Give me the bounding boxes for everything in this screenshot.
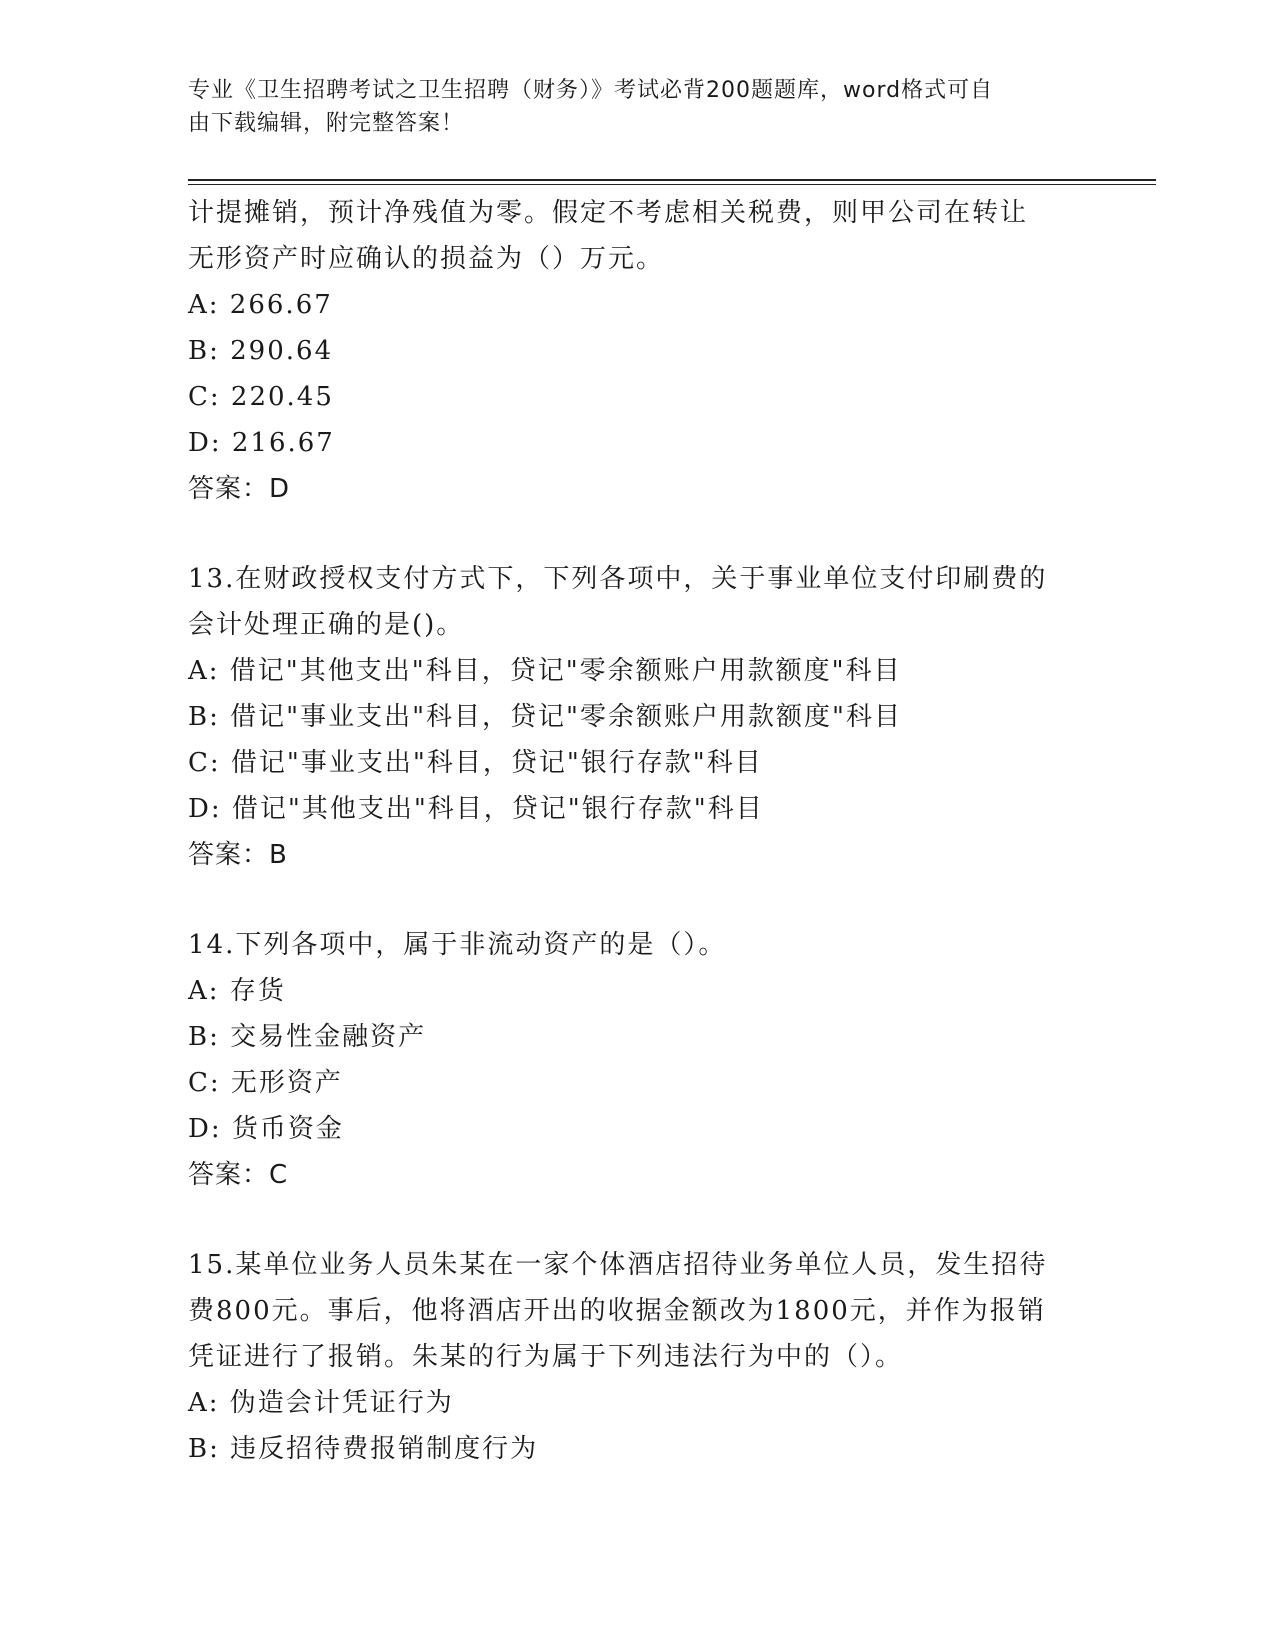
option-c: C: 220.45 (188, 382, 334, 412)
question-text: 计提摊销，预计净残值为零。假定不考虑相关税费，则甲公司在转让 (188, 198, 1029, 228)
answer: 答案：B (188, 840, 288, 870)
option-b: B: 290.64 (188, 336, 334, 366)
header-line: 由下载编辑，附完整答案！ (188, 111, 465, 136)
option-d: D: 货币资金 (188, 1114, 344, 1144)
option-c: C: 借记"事业支出"科目，贷记"银行存款"科目 (188, 748, 763, 778)
question-text: 15.某单位业务人员朱某在一家个体酒店招待业务单位人员，发生招待 (188, 1250, 1048, 1280)
option-a: A: 266.67 (188, 290, 333, 320)
option-b: B: 借记"事业支出"科目，贷记"零余额账户用款额度"科目 (188, 702, 902, 732)
question-12 (188, 190, 1088, 512)
question-15 (188, 1242, 1088, 1472)
question-14 (188, 922, 1088, 1198)
option-c: C: 无形资产 (188, 1068, 343, 1098)
question-text: 凭证进行了报销。朱某的行为属于下列违法行为中的（）。 (188, 1342, 904, 1372)
question-13 (188, 556, 1088, 878)
question-text: 费800元。事后，他将酒店开出的收据金额改为1800元，并作为报销 (188, 1296, 1046, 1326)
option-a: A: 借记"其他支出"科目，贷记"零余额账户用款额度"科目 (188, 656, 902, 686)
option-b: B: 交易性金融资产 (188, 1022, 427, 1052)
question-text: 会计处理正确的是()。 (188, 610, 465, 640)
header-divider (188, 179, 1156, 181)
page-header (188, 74, 1078, 140)
question-list (188, 190, 1088, 1472)
answer: 答案：D (188, 474, 291, 504)
option-d: D: 216.67 (188, 428, 335, 458)
option-a: A: 存货 (188, 976, 286, 1006)
option-d: D: 借记"其他支出"科目，贷记"银行存款"科目 (188, 794, 764, 824)
header-line: 专业《卫生招聘考试之卫生招聘（财务）》考试必背200题题库，word格式可自 (188, 78, 994, 103)
header-divider (188, 184, 1156, 185)
question-text: 无形资产时应确认的损益为（）万元。 (188, 244, 665, 274)
option-b: B: 违反招待费报销制度行为 (188, 1434, 539, 1464)
question-text: 13.在财政授权支付方式下，下列各项中，关于事业单位支付印刷费的 (188, 564, 1048, 594)
question-text: 14.下列各项中，属于非流动资产的是（）。 (188, 930, 727, 960)
option-a: A: 伪造会计凭证行为 (188, 1388, 454, 1418)
answer: 答案：C (188, 1160, 289, 1190)
